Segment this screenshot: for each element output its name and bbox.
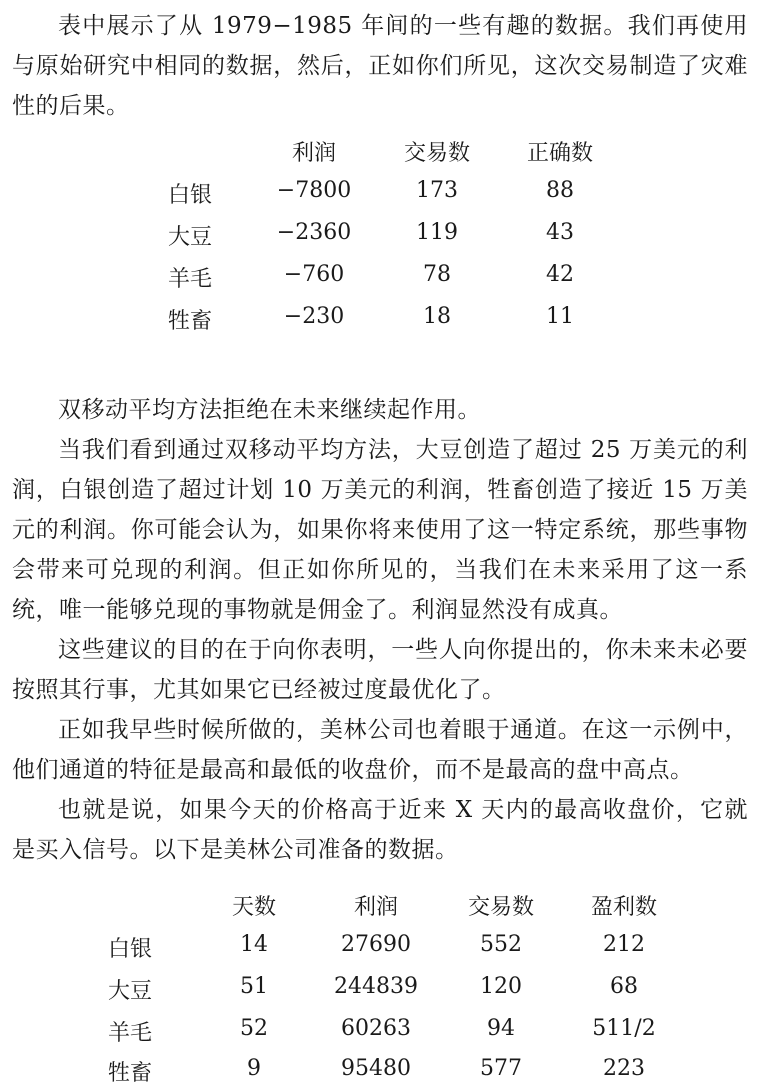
table1-row-label: 牲畜 [168,309,213,334]
table1-row-label: 羊毛 [168,267,213,292]
table2-row-label: 牲畜 [108,1061,153,1086]
table1-cell: 11 [546,304,574,329]
table1-cell: −760 [283,262,345,287]
table1-header-correct: 正确数 [526,141,594,166]
table2-cell: 212 [603,932,645,957]
table2-cell: 60263 [341,1016,411,1041]
table2-cell: 552 [480,932,522,957]
table2-cell: 51 [240,974,268,999]
table2-cell: 9 [247,1056,261,1081]
table1-cell: −7800 [276,178,352,203]
table2-header-trades: 交易数 [467,895,535,920]
body-paragraph-5: 也就是说，如果今天的价格高于近来 X 天内的最高收盘价，它就是买入信号。以下是美林公司准备的数据。 [12,797,748,863]
body-paragraph-1: 双移动平均方法拒绝在未来继续起作用。 [58,397,481,423]
table2-cell: 94 [487,1016,515,1041]
body-paragraph-3: 这些建议的目的在于向你表明，一些人向你提出的，你未来未必要按照其行事，尤其如果它已经被过度最优化了。 [12,637,748,703]
table2-cell: 511/2 [592,1016,656,1041]
table2-header-wins: 盈利数 [590,895,658,920]
table2-cell: 577 [480,1056,522,1081]
table1-cell: −2360 [276,220,352,245]
table2-cell: 14 [240,932,268,957]
table1-cell: 18 [423,304,451,329]
table2-cell: 120 [480,974,522,999]
body-paragraph-2: 当我们看到通过双移动平均方法，大豆创造了超过 25 万美元的利润，白银创造了超过计划 10 万美元的利润，牲畜创造了接近 15 万美元的利润。你可能会认为，如果你将来使用了这一特定系统，那些事物会带来可兑现的利润。但正如你所见的，当我们在未来采用了这一系统，唯一能够兑现的事物就是佣金了。利润显然没有成真。 [12,437,748,623]
table2-row-label: 大豆 [108,979,153,1004]
table1-cell: 43 [546,220,574,245]
table1-cell: 173 [416,178,458,203]
intro-paragraph: 表中展示了从 1979−1985 年间的一些有趣的数据。我们再使用与原始研究中相同的数据，然后，正如你们所见，这次交易制造了灾难性的后果。 [12,13,748,119]
table1-cell: 42 [546,262,574,287]
table2-cell: 68 [610,974,638,999]
table2-row-label: 白银 [108,937,153,962]
table2-cell: 27690 [341,932,411,957]
table1-cell: 78 [423,262,451,287]
table1-header-profit: 利润 [291,141,337,166]
table2-cell: 52 [240,1016,268,1041]
table2-header-days: 天数 [231,895,277,920]
table1-row-label: 白银 [168,183,213,208]
table1-cell: 88 [546,178,574,203]
table2-header-profit: 利润 [353,895,399,920]
table2-cell: 223 [603,1056,645,1081]
table1-cell: 119 [416,220,458,245]
table2-row-label: 羊毛 [108,1021,153,1046]
body-paragraph-4: 正如我早些时候所做的，美林公司也着眼于通道。在这一示例中，他们通道的特征是最高和最低的收盘价，而不是最高的盘中高点。 [12,717,748,783]
table1-cell: −230 [283,304,345,329]
table1-header-trades: 交易数 [403,141,471,166]
table2-cell: 95480 [341,1056,411,1081]
table2-cell: 244839 [334,974,418,999]
table1-row-label: 大豆 [168,225,213,250]
